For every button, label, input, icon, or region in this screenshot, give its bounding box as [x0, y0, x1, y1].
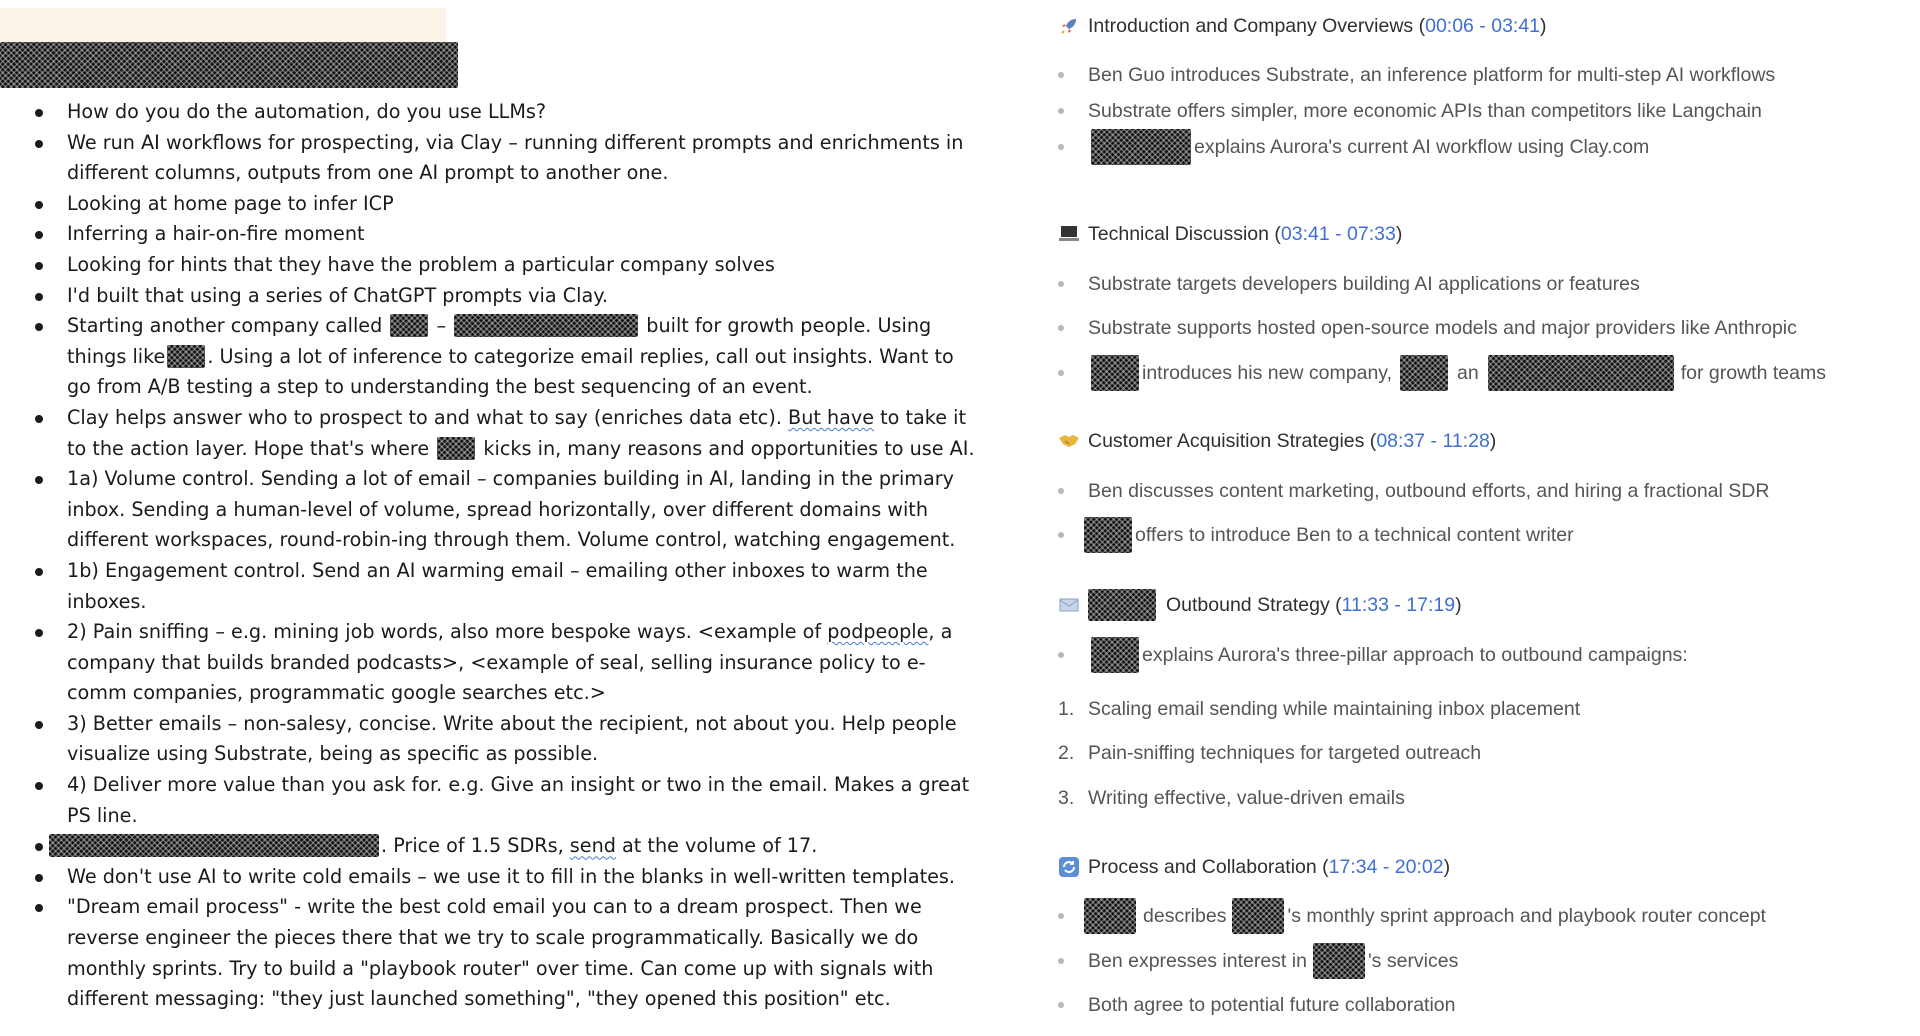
redacted-text: [49, 834, 379, 857]
list-item: Substrate offers simpler, more economic APIs than competitors like Langchain: [1058, 97, 1762, 125]
meeting-summary-panel: [1010, 0, 1920, 1036]
section-heading: Technical Discussion ( 03:41 - 07:33 ): [1058, 220, 1402, 248]
section-heading: Introduction and Company Overviews ( 00:06 - 03:41 ): [1058, 12, 1547, 40]
list-item: 1b) Engagement control. Send an AI warming email – emailing other inboxes to warm the inboxes.: [30, 556, 975, 617]
redacted-company-name: [390, 314, 428, 337]
list-item: I'd built that using a series of ChatGPT prompts via Clay.: [30, 281, 975, 312]
list-item: explains Aurora's three-pillar approach to outbound campaigns:: [1058, 641, 1688, 669]
timestamp-link[interactable]: 00:06 - 03:41: [1425, 14, 1541, 37]
timestamp-link[interactable]: 03:41 - 07:33: [1280, 222, 1396, 245]
highlight-bar: [0, 8, 446, 42]
numbered-item: 3. Writing effective, value-driven emails: [1058, 786, 1405, 809]
section-heading: Outbound Strategy ( 11:33 - 17:19 ): [1058, 591, 1462, 619]
list-item: describes 's monthly sprint approach and playbook router concept: [1058, 902, 1766, 930]
section-title: Customer Acquisition Strategies: [1088, 429, 1365, 452]
list-item: 4) Deliver more value than you ask for. e.g. Give an insight or two in the email. Makes a great PS line.: [30, 770, 975, 831]
list-item: 3) Better emails – non-salesy, concise. Write about the recipient, not about you. Help people visualize using Substrate, being as specific as possible.: [30, 709, 975, 770]
list-item: introduces his new company, an for growth teams: [1058, 359, 1826, 387]
list-item: Looking at home page to infer ICP: [30, 189, 975, 220]
section-heading: Process and Collaboration ( 17:34 - 20:02 ): [1058, 853, 1450, 881]
redacted-name: [1084, 898, 1136, 934]
redacted-company-name: [1313, 943, 1365, 979]
section-title: Introduction and Company Overviews: [1088, 14, 1414, 37]
refresh-icon: [1058, 856, 1080, 878]
list-item: Clay helps answer who to prospect to and what to say (enriches data etc). But have to take it to the action layer. Hope that's where kicks in, many reasons and opportunities to use AI.: [30, 403, 975, 464]
timestamp-link[interactable]: 11:33 - 17:19: [1341, 593, 1456, 616]
list-item: Ben discusses content marketing, outbound efforts, and hiring a fractional SDR: [1058, 477, 1769, 505]
list-item: Ben Guo introduces Substrate, an inference platform for multi-step AI workflows: [1058, 61, 1775, 89]
list-item: Starting another company called – built for growth people. Using things like . Using a lot of inference to categorize email replies, call out insights. Want to go from A/B testing a step to understanding the best sequencing of an event.: [30, 311, 975, 403]
redacted-name: [1091, 355, 1139, 391]
section-heading: Customer Acquisition Strategies ( 08:37 - 11:28 ): [1058, 427, 1496, 455]
list-item: 2) Pain sniffing – e.g. mining job words, also more bespoke ways. <example of podpeople, a company that builds branded podcasts>, <example of seal, selling insurance policy to e-comm companies, programmatic google searches etc.>: [30, 617, 975, 709]
list-item: We don't use AI to write cold emails – we use it to fill in the blanks in well-written templates.: [30, 862, 975, 893]
notes-bullet-list: [30, 97, 975, 1015]
redacted-company-name: [167, 345, 205, 368]
email-icon: [1058, 594, 1080, 616]
handshake-icon: [1058, 430, 1080, 452]
list-item: Inferring a hair-on-fire moment: [30, 219, 975, 250]
list-item: Ben expresses interest in 's services: [1058, 947, 1458, 975]
list-item: Both agree to potential future collaboration: [1058, 991, 1456, 1019]
list-item: We run AI workflows for prospecting, via Clay – running different prompts and enrichments in different columns, outputs from one AI prompt to another one.: [30, 128, 975, 189]
timestamp-link[interactable]: 08:37 - 11:28: [1376, 429, 1490, 452]
list-item: Substrate supports hosted open-source models and major providers like Anthropic: [1058, 314, 1797, 342]
list-item: 1a) Volume control. Sending a lot of email – companies building in AI, landing in the primary inbox. Sending a human-level of volume, spread horizontally, over different domains with different workspaces, round-robin-ing through them. Volume control, watching engagement.: [30, 464, 975, 556]
timestamp-link[interactable]: 17:34 - 20:02: [1328, 855, 1444, 878]
numbered-item: 2. Pain-sniffing techniques for targeted outreach: [1058, 741, 1482, 764]
list-item: Substrate targets developers building AI applications or features: [1058, 270, 1640, 298]
redacted-company-name: [437, 437, 475, 460]
laptop-icon: [1058, 223, 1080, 245]
redacted-company-name: [1088, 589, 1156, 621]
redacted-name: [1091, 129, 1191, 165]
list-item: offers to introduce Ben to a technical content writer: [1058, 521, 1574, 549]
redacted-title: [0, 42, 458, 88]
list-item: Looking for hints that they have the problem a particular company solves: [30, 250, 975, 281]
redacted-name: [1084, 517, 1132, 553]
numbered-item: 1. Scaling email sending while maintaining inbox placement: [1058, 697, 1581, 720]
rocket-icon: [1058, 15, 1080, 37]
redacted-tagline: [1488, 355, 1674, 391]
redacted-name: [1091, 637, 1139, 673]
list-item: "Dream email process" - write the best cold email you can to a dream prospect. Then we reverse engineer the pieces there that we try to scale programmatically. Basically we do monthly sprints. Try to build a "playbook router" over time. Can come up with signals with different messaging: "they just launched something", "they opened this position" etc.: [30, 892, 975, 1014]
redacted-company-name: [1400, 355, 1448, 391]
list-item: How do you do the automation, do you use LLMs?: [30, 97, 975, 128]
section-title: Process and Collaboration: [1088, 855, 1317, 878]
redacted-tagline: [454, 314, 638, 337]
list-item: . Price of 1.5 SDRs, send at the volume of 17.: [30, 831, 975, 862]
section-title: Outbound Strategy: [1166, 593, 1330, 616]
redacted-company-name: [1232, 898, 1284, 934]
section-title: Technical Discussion: [1088, 222, 1269, 245]
list-item: explains Aurora's current AI workflow using Clay.com: [1058, 133, 1649, 161]
